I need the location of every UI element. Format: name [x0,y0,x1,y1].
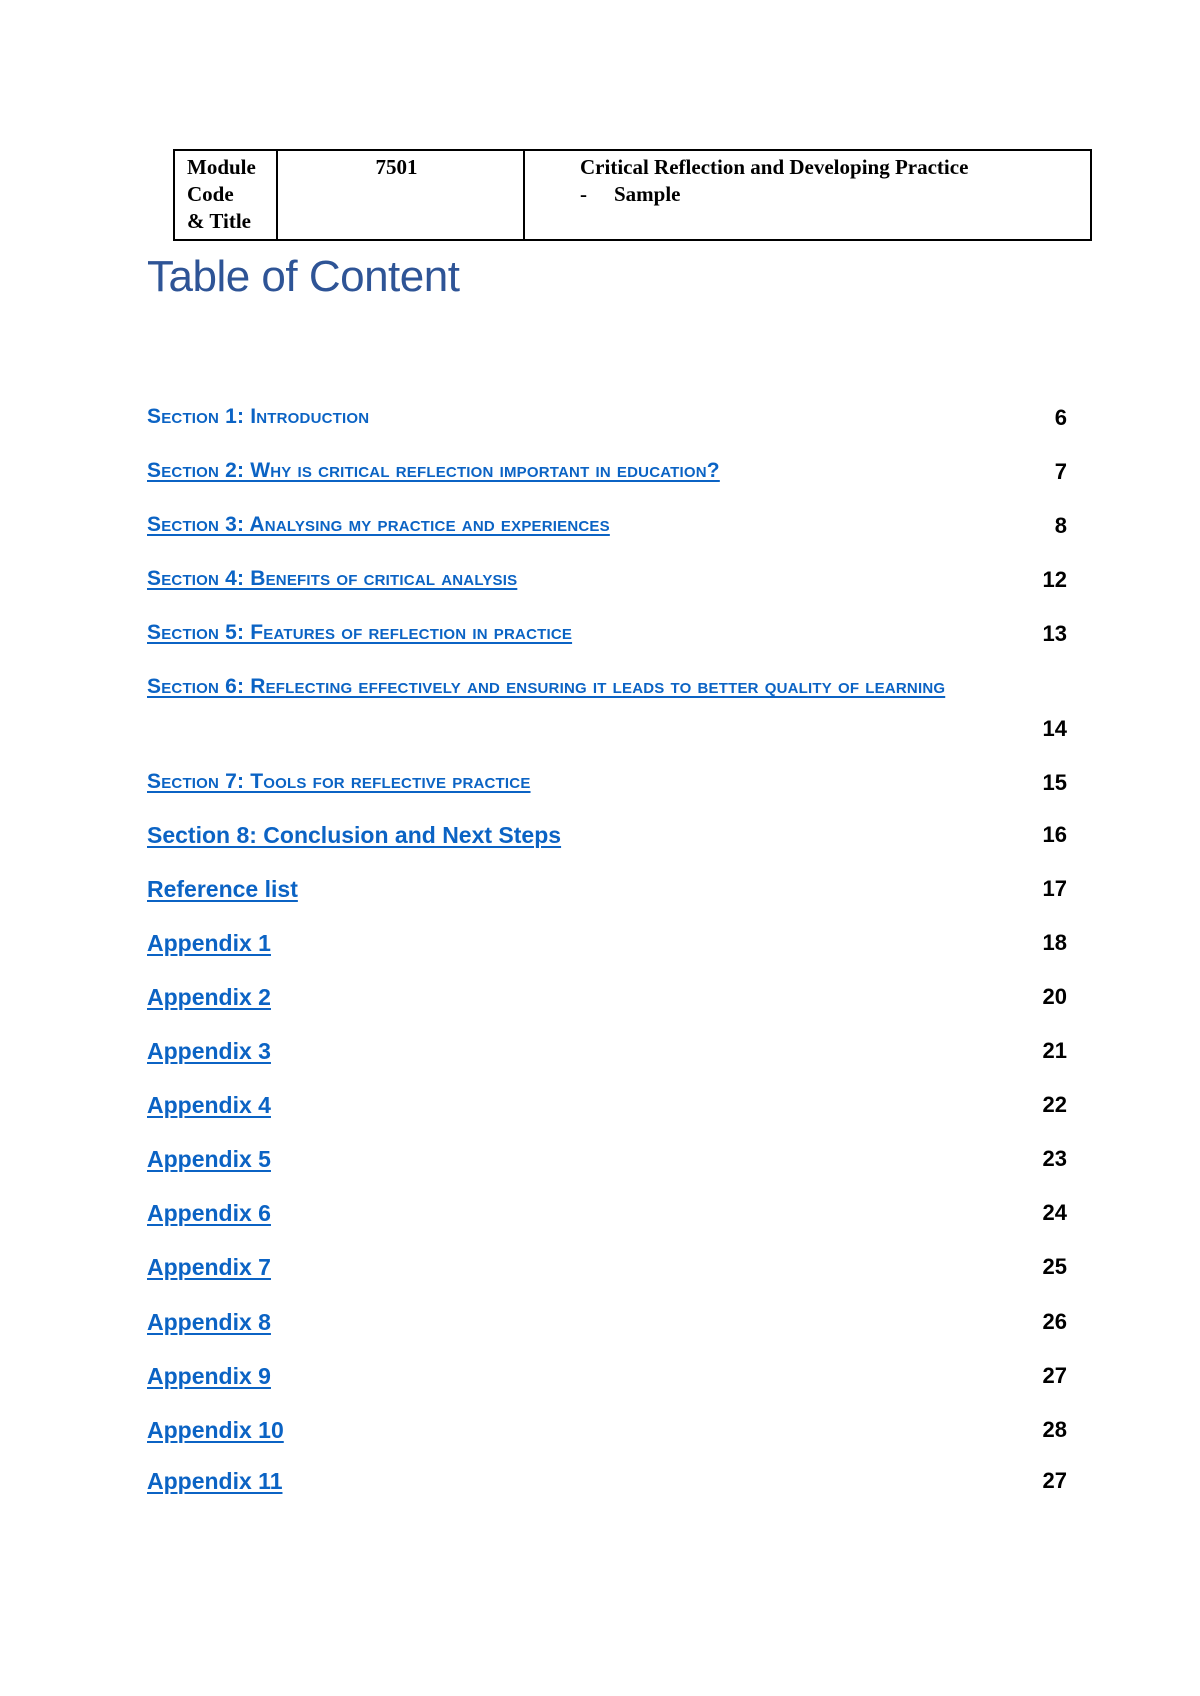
toc-entry-page: 27 [1042,1363,1067,1388]
toc-entry-appendix-5[interactable] [147,1146,1067,1173]
toc-entry-section-6[interactable] [147,665,1067,741]
toc-entry-appendix-2[interactable] [147,984,1067,1011]
toc-entry-title: Section 7: Tools for reflective practice [147,770,531,793]
module-title: Critical Reflection and Developing Practice [580,155,969,179]
toc-entry-title: Appendix 11 [147,1468,283,1494]
toc-entry-page: 15 [1042,770,1067,795]
toc-entry-appendix-4[interactable] [147,1092,1067,1119]
toc-entry-page: 18 [1042,930,1067,955]
toc-entry-page: 21 [1042,1038,1067,1063]
toc-entry-title: Section 2: Why is critical reflection important in education? [147,459,720,482]
toc-entry-title: Section 6: Reflecting effectively and ensuring it leads to better quality of learning [147,675,946,698]
module-label-line: Code [187,182,234,206]
toc-entry-title: Appendix 10 [147,1417,284,1443]
toc-entry-title: Appendix 9 [147,1363,271,1389]
module-label-line: Module [187,155,256,179]
toc-entry-page: 24 [1042,1200,1067,1225]
toc-entry-section-5[interactable] [147,621,1067,645]
toc-entry-page: 6 [1054,405,1067,430]
toc-entry-appendix-9[interactable] [147,1363,1067,1390]
toc-entry-title: Appendix 5 [147,1146,271,1172]
toc-entry-page: 16 [1042,822,1067,847]
toc-entry-title: Section 3: Analysing my practice and experiences [147,513,610,536]
toc-entry-section-7[interactable] [147,770,1067,794]
toc-entry-title: Section 1: Introduction [147,405,370,428]
module-info-table [173,149,1092,241]
toc-entry-title: Reference list [147,876,298,902]
toc-entry-title: Section 5: Features of reflection in practice [147,621,573,644]
toc-entry-title: Section 4: Benefits of critical analysis [147,567,518,590]
toc-entry-page: 13 [1042,621,1067,646]
toc-entry-title: Appendix 8 [147,1309,271,1335]
toc-entry-appendix-6[interactable] [147,1200,1067,1227]
toc-entry-title: Appendix 7 [147,1254,271,1280]
module-code-cell [277,150,524,240]
toc-entry-appendix-11[interactable] [147,1468,1067,1495]
toc-entry-page: 25 [1042,1254,1067,1279]
toc-entry-page: 17 [1042,876,1067,901]
toc-heading: Table of Content [147,252,460,301]
toc-entry-section-8[interactable] [147,822,1067,849]
toc-entry-appendix-1[interactable] [147,930,1067,957]
toc-entry-section-3[interactable] [147,513,1067,537]
toc-entry-section-4[interactable] [147,567,1067,591]
toc-entry-appendix-3[interactable] [147,1038,1067,1065]
toc-entry-page: 12 [1042,567,1067,592]
toc-entry-title: Appendix 3 [147,1038,271,1064]
toc-entry-section-1[interactable] [147,405,1067,429]
toc-entry-page: 22 [1042,1092,1067,1117]
toc-entry-page: 20 [1042,984,1067,1009]
toc-entry-page: 14 [1042,716,1067,741]
toc-entry-section-2[interactable] [147,459,1067,483]
toc-entry-page: 23 [1042,1146,1067,1171]
module-subtitle: Sample [614,182,681,206]
toc-entry-title: Appendix 1 [147,930,271,956]
toc-entry-page: 7 [1054,459,1067,484]
module-subtitle-dash: - [580,182,587,206]
toc-entry-page: 27 [1042,1468,1067,1493]
toc-entry-reference-list[interactable] [147,876,1067,903]
module-label-cell [174,150,277,240]
toc-entry-page: 26 [1042,1309,1067,1334]
toc-entry-title: Appendix 6 [147,1200,271,1226]
toc-entry-title: Appendix 4 [147,1092,271,1118]
toc-entry-title: Appendix 2 [147,984,271,1010]
toc-entry-appendix-8[interactable] [147,1309,1067,1336]
module-title-cell [524,150,1091,240]
toc-entry-appendix-7[interactable] [147,1254,1067,1281]
toc-entry-page: 8 [1054,513,1067,538]
toc-entry-page: 28 [1042,1417,1067,1442]
module-code: 7501 [375,155,418,179]
module-label-line: & Title [187,209,251,233]
toc-entry-title: Section 8: Conclusion and Next Steps [147,822,562,848]
toc-entry-appendix-10[interactable] [147,1417,1067,1444]
